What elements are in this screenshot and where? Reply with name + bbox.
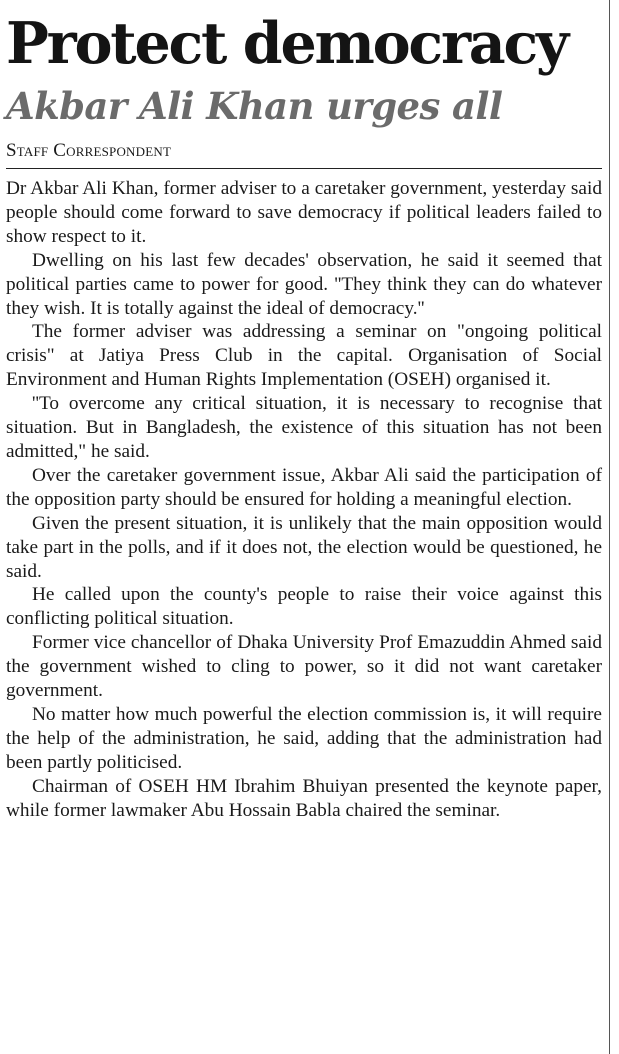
paragraph: Dwelling on his last few decades' observation, he said it seemed that political parties came to power for good. ''They think they can do whatever they wish. It is totally against the ideal of democracy.''	[6, 249, 602, 319]
paragraph: Given the present situation, it is unlikely that the main opposition would take part in the polls, and if it does not, the election would be questioned, he said.	[6, 512, 602, 582]
paragraph: No matter how much powerful the election commission is, it will require the help of the administration, he said, adding that the administration had been partly politicised.	[6, 703, 602, 773]
paragraph: Chairman of OSEH HM Ibrahim Bhuiyan presented the keynote paper, while former lawmaker Abu Hossain Babla chaired the seminar.	[6, 775, 602, 821]
paragraph: Over the caretaker government issue, Akbar Ali said the participation of the opposition party should be ensured for holding a meaningful election.	[6, 464, 602, 510]
paragraph: ''To overcome any critical situation, it is necessary to recognise that situation. But in Bangladesh, the existence of this situation has not been admitted," he said.	[6, 393, 602, 462]
subheadline: Akbar Ali Khan urges all	[6, 84, 503, 128]
article-body	[6, 177, 602, 822]
byline: Staff Correspondent	[6, 140, 172, 161]
paragraph: He called upon the county's people to raise their voice against this conflicting political situation.	[6, 584, 602, 630]
paragraph: Former vice chancellor of Dhaka University Prof Emazuddin Ahmed said the government wished to cling to power, so it did not want caretaker government.	[6, 632, 602, 702]
headline: Protect democracy	[6, 10, 567, 77]
byline-divider	[6, 168, 602, 169]
column-divider	[609, 0, 610, 1054]
paragraph: The former adviser was addressing a seminar on "ongoing political crisis" at Jatiya Press Club in the capital. Organisation of Social Environment and Human Rights Implementation (OSEH) organised it.	[6, 321, 602, 391]
paragraph: Dr Akbar Ali Khan, former adviser to a caretaker government, yesterday said people should come forward to save democracy if political leaders failed to show respect to it.	[6, 178, 602, 247]
